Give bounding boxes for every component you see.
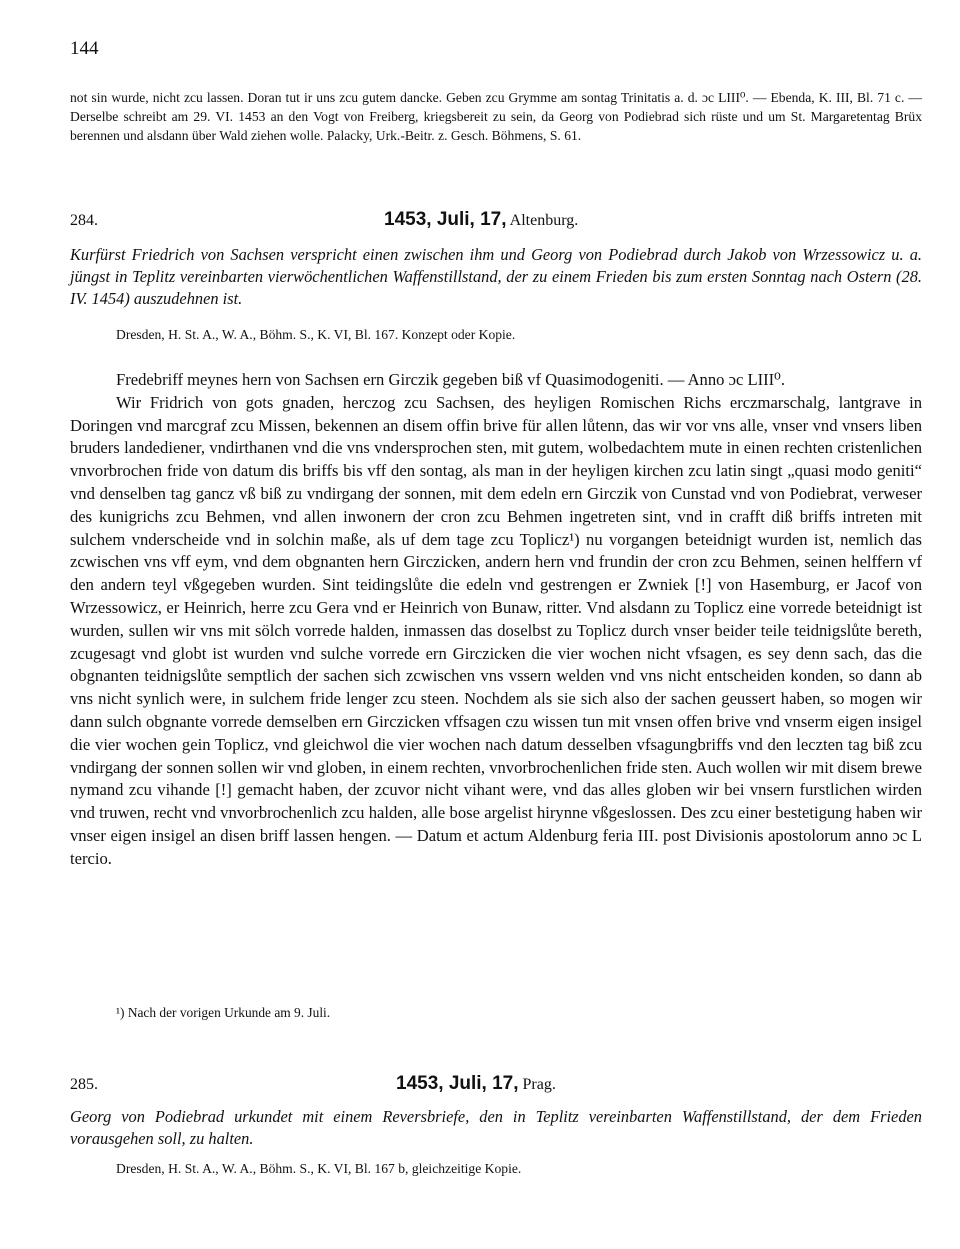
document-text: Wir Fridrich von gots gnaden, herczog zcu Sachsen, des heyligen Romischen Richs erczmarschalg, lantgrave in Doringen vnd marcgraf zcu Missen, bekennen an disem offin brive für allen lůtenn, das wir vor vns alle, vnser vnd vnsers liben bruders landediener, vndirthanen vnd die vns vndersprochen sten, mit gutem, wolbedachtem mute in einen rechten cristenlichen vnvorbrochen fride von datum dis briffs bis vff den sontag, als man in der heyligen kirchen zcu latin singt „quasi modo geniti“ vnd denselben tag gancz vß biß zu vndirgang der sonnen, mit dem edeln ern Girczik von Cunstad vnd von Podiebrat, verweser des kunigrichs zcu Behmen, vnd allen inwonern der cron zcu Behmen ingetreten sint, vnd in crafft diß briffs intreten mit sulchem vnderscheide vnd in solchin maße, als uf dem tage zcu Toplicz¹) nu vorgangen beteidnigt wurden ist, nemlich das zcwischen vns vff eym, vnd dem obgnanten hern Girczicken, andern hern vnd frundin der cron zcu Behmen, seinen helffern vf den andern teyl vßgegeben wurden. Sint teidingslůte die edeln vnd gestrengen er Zwniek [!] von Hasemburg, er Jacof von Wrzessowicz, er Heinrich, herre zcu Gera vnd er Heinrich von Bunaw, ritter. Vnd alsdann zu Toplicz eine vorrede beteidnigt ist wurden, sullen wir vns mit sölch vorrede halden, inmassen das doselbst zu Toplicz durch vnser beider teile teidnigslůte bereth, zcugesagt vnd globt ist wurden vnd sulche vorrede ern Girczicken die vier wochen nicht vfsagen, es sey denn sach, das die obgnanten teidnigslůte semptlich der sachen sich zcwischen vns vssern welden vnd vns nicht entscheiden konden, so dann ab vns nicht synlich were, in sulchem fride lenger zcu steen. Nochdem als sie sich also der sachen geussert haben, so mogen wir dann sulch obgnante vorrede demselben ern Girczicken vffsagen czu wissen tun mit vnsen offen brive vnd vnserm eigen insigel die vier wochen gein Toplicz, vnd gleichwol die vier wochen nach datum desselben vfsagungbriffs vnd den leczten tag biß zcu vndirgang der sonnen sollen wir vnd globen, in einem rechten, vnvorbrochenlichen fride sten. Auch wollen wir mit disem brewe nymand zcu vihande [!] gemacht haben, der zcuvor nicht vihant were, vnd das alles globen wir bei vnsern furstlichen wirden vnd truwen, recht vnd vnvorbrochenlich zcu halden, alle bose argelist hirynne vßgeslossen. Des zcu einer bestetigung haben wir vnser eigen insigel an disen briff lassen hengen. — Datum et actum Aldenburg feria III. post Divisionis apostolorum anno ɔc L tercio.	[70, 392, 922, 868]
entry-heading	[396, 1073, 556, 1095]
source-citation: Dresden, H. St. A., W. A., Böhm. S., K. VI, Bl. 167. Konzept oder Kopie.	[116, 327, 516, 342]
entry-heading	[384, 209, 578, 231]
footnote: ¹) Nach der vorigen Urkunde am 9. Juli.	[116, 1005, 331, 1020]
document-heading-line: Fredebriff meynes hern von Sachsen ern Girczik gegeben biß vf Quasimodogeniti. — Anno ɔc LIII⁰.	[116, 370, 785, 389]
entry-date: 1453, Juli, 17,	[384, 209, 507, 230]
entry-summary: Georg von Podiebrad urkundet mit einem Reversbriefe, den in Teplitz vereinbarten Waffenstillstand, der dem Frieden vorausgehen soll, zu halten.	[70, 1107, 922, 1148]
entry-place: Prag.	[522, 1076, 556, 1093]
entry-number: 285.	[70, 1076, 98, 1093]
entry-summary: Kurfürst Friedrich von Sachsen verspricht einen zwischen ihm und Georg von Podiebrad durch Jakob von Wrzessowicz u. a. jüngst in Teplitz vereinbarten vierwöchentlichen Waffenstillstand, der zu einem Frieden bis zum ersten Sonntag nach Ostern (28. IV. 1454) auszudehnen ist.	[70, 245, 922, 308]
entry-date: 1453, Juli, 17,	[396, 1073, 519, 1094]
page-number: 144	[70, 38, 99, 59]
source-citation: Dresden, H. St. A., W. A., Böhm. S., K. VI, Bl. 167 b, gleichzeitige Kopie.	[116, 1161, 522, 1176]
entry-place: Altenburg.	[509, 212, 579, 229]
entry-number: 284.	[70, 212, 98, 229]
intro-note: not sin wurde, nicht zcu lassen. Doran tut ir uns zcu gutem dancke. Geben zcu Grymme am sontag Trinitatis a. d. ɔc LIII⁰. — Ebenda, K. III, Bl. 71 c. — Derselbe schreibt am 29. VI. 1453 an den Vogt von Freiberg, kriegsbereit zu sein, da Georg von Podiebrad sich rüste und um St. Margaretentag Brüx berennen und alsdann über Wald ziehen wolle. Palacky, Urk.-Beitr. z. Gesch. Böhmens, S. 61.	[70, 90, 922, 143]
document-body	[70, 369, 922, 871]
